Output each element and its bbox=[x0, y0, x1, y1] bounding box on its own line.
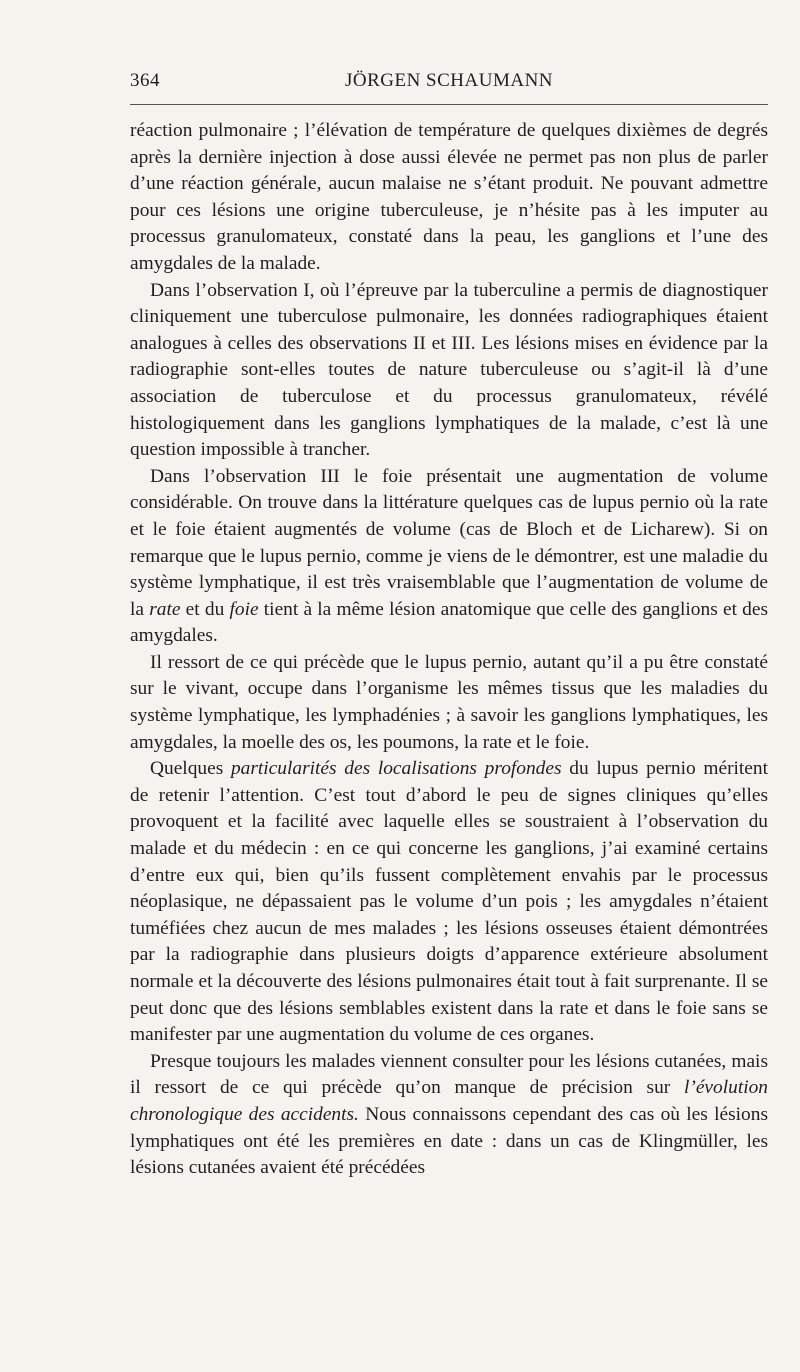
paragraph-6-text-a: Presque toujours les malades viennent consulter pour les lésions cutanées, mais il ressort de ce qui précède qu’on manque de précision sur bbox=[130, 1050, 768, 1099]
paragraph-3 bbox=[130, 464, 768, 650]
paragraph-6-text-b: Nous connaissons cependant des cas où les lésions lymphatiques ont été les premières en date : dans un cas de Klingmüller, les lésions cutanées avaient été précédées bbox=[130, 1103, 768, 1179]
paragraph-1: réaction pulmonaire ; l’élévation de température de quelques dixièmes de degrés après la dernière injection à dose aussi élevée ne permet pas non plus de parler d’une réaction générale, aucun malaise ne s’étant produit. Ne pouvant admettre pour ces lésions une origine tuberculeuse, je n’hésite pas à les imputer au processus granulomateux, constaté dans la peau, les ganglions et l’une des amygdales de la malade. bbox=[130, 120, 768, 274]
paragraph-5-text-a: Quelques bbox=[150, 758, 231, 780]
rate-emphasis: rate bbox=[149, 598, 181, 620]
paragraph-5-text-b: du lupus pernio méritent de retenir l’attention. C’est tout d’abord le peu de signes cliniques qu’elles provoquent et la facilité avec laquelle elles se soustraient à l’observation du malade et du médecin : en ce qui concerne les ganglions, j’ai examiné certains d’entre eux qui, bien qu’ils fussent complètement envahis par le processus néoplasique, ne dépassaient pas le volume d’un pois ; les amygdales n’étaient tuméfiées chez aucun de mes malades ; les lésions osseuses étaient démontrées par la radiographie dans plusieurs doigts d’apparence extérieure absolument normale et la découverte des lésions pulmonaires était tout à fait surprenante. Il se peut donc que des lésions semblables existent dans la rate et dans le foie sans se manifester par une augmentation du volume de ces organes. bbox=[130, 758, 768, 1046]
paragraph-3-text-c: tient à la même lésion anatomique que celle des ganglions et des amygdales. bbox=[130, 598, 769, 647]
running-title: JÖRGEN SCHAUMANN bbox=[344, 70, 554, 91]
paragraph-5 bbox=[130, 756, 768, 1049]
header-rule bbox=[130, 104, 768, 105]
paragraph-6-emphasis: l’évolution chronologique des accidents. bbox=[130, 1077, 768, 1125]
body-text bbox=[130, 118, 768, 1182]
paragraph-6 bbox=[130, 1049, 768, 1182]
paragraph-4: Il ressort de ce qui précède que le lupus pernio, autant qu’il a pu être constaté sur le vivant, occupe dans l’organisme les mêmes tissus que les maladies du système lymphatique, les lymphadénies ; à savoir les ganglions lymphatiques, les amygdales, la moelle des os, les poumons, la rate et le foie. bbox=[130, 651, 768, 753]
paragraph-5-emphasis: particularités des localisations profondes bbox=[230, 758, 562, 780]
paragraph-3-text-b: et du bbox=[180, 598, 230, 620]
paragraph-2: Dans l’observation I, où l’épreuve par la tuberculine a permis de diagnostiquer cliniquement une tuberculose pulmonaire, les données radiographiques étaient analogues à celles des observations II et III. Les lésions mises en évidence par la radiographie sont-elles toutes de nature tuberculeuse ou s’agit-il là d’une association de tuberculose et du processus granulomateux, révélé histologiquement dans les ganglions lymphatiques de la malade, c’est là une question impossible à trancher. bbox=[130, 279, 768, 461]
paragraph-3-text-a: Dans l’observation III le foie présentait une augmentation de volume considérable. On trouve dans la littérature quelques cas de lupus pernio où la rate et le foie étaient augmentés de volume (cas de Bloch et de Licharew). Si on remarque que le lupus pernio, comme je viens de le démontrer, est une maladie du système lymphatique, il est très vraisemblable que l’augmentation de volume de la bbox=[130, 465, 768, 620]
page-number: 364 bbox=[130, 70, 160, 91]
running-head bbox=[130, 66, 768, 102]
foie-emphasis: foie bbox=[229, 598, 259, 620]
